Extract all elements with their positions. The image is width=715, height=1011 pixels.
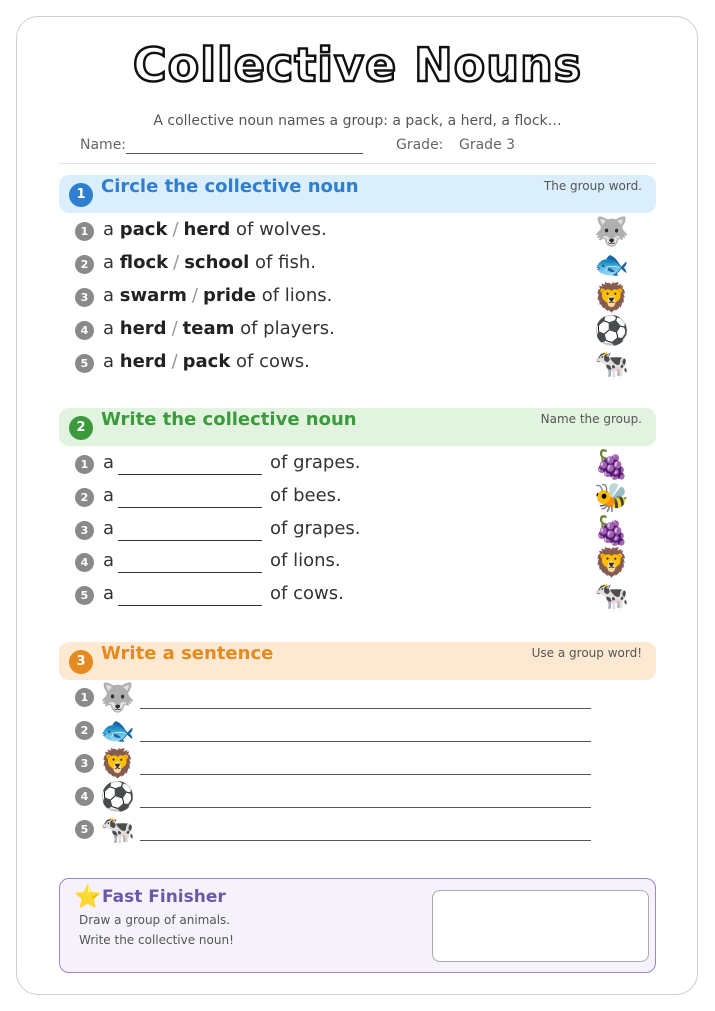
fast-finisher-title: Fast Finisher [102,887,226,907]
item-rest-text: of grapes. [270,452,361,473]
list-item [0,782,715,812]
name-field[interactable] [126,153,363,154]
soccer-ball-icon: ⚽ [594,314,629,347]
article-text: a [103,219,115,240]
choice-option-2[interactable]: team [182,318,235,339]
item-rest-text: of grapes. [270,518,361,539]
page-title: Collective Nouns [132,38,583,92]
wolf-icon: 🐺 [100,681,135,714]
item-number-badge: 1 [75,222,94,241]
article-text: a [103,583,115,604]
section-2-number: 2 [69,416,93,440]
list-item [0,716,715,746]
list-item [0,250,715,280]
name-label: Name: [80,137,127,153]
article-text: a [103,318,115,339]
item-sentence [103,351,310,372]
article-text: a [103,452,115,473]
cow-icon: 🐄 [594,579,629,612]
item-number-badge: 4 [75,787,94,806]
choice-option-1[interactable]: pack [119,219,168,240]
list-item [0,217,715,247]
option-separator: / [172,219,179,240]
list-item [0,483,715,513]
list-item [0,316,715,346]
choice-option-2[interactable]: pride [202,285,256,306]
cow-icon: 🐄 [100,813,135,846]
answer-blank[interactable] [118,605,262,606]
page-subtitle: A collective noun names a group: a pack, a herd, a flock… [153,113,562,129]
item-number-badge: 2 [75,721,94,740]
item-number-badge: 4 [75,321,94,340]
section-1-header [59,175,656,213]
fast-finisher-box [59,878,656,973]
item-rest-text: of cows. [270,583,344,604]
answer-blank[interactable] [118,540,262,541]
choice-option-1[interactable]: herd [119,351,167,372]
list-item [0,815,715,845]
section-1-title: Circle the collective noun [101,176,359,197]
item-number-badge: 5 [75,820,94,839]
item-rest-text: of cows. [236,351,310,372]
choice-option-2[interactable]: school [184,252,250,273]
option-separator: / [191,285,198,306]
item-number-badge: 5 [75,586,94,605]
article-text: a [103,485,115,506]
sentence-writing-line[interactable] [140,708,591,709]
item-number-badge: 3 [75,288,94,307]
cow-icon: 🐄 [594,347,629,380]
list-item [0,283,715,313]
grapes-icon: 🍇 [594,514,629,547]
choice-option-1[interactable]: swarm [119,285,187,306]
sentence-writing-line[interactable] [140,840,591,841]
fast-finisher-instruction-2: Write the collective noun! [79,933,234,947]
fish-icon: 🐟 [594,248,629,281]
fast-finisher-instruction-1: Draw a group of animals. [79,913,231,927]
section-1-hint: The group word. [543,179,642,193]
article-text: a [103,550,115,571]
soccer-ball-icon: ⚽ [100,780,135,813]
item-number-badge: 5 [75,354,94,373]
section-3-number: 3 [69,650,93,674]
section-3-header [59,642,656,680]
list-item [0,749,715,779]
item-sentence [103,285,332,306]
header-divider [59,163,656,164]
item-sentence [103,318,335,339]
article-text: a [103,351,115,372]
option-separator: / [171,318,178,339]
list-item [0,349,715,379]
list-item [0,683,715,713]
option-separator: / [171,351,178,372]
list-item [0,548,715,578]
answer-blank[interactable] [118,474,262,475]
star-icon: ⭐ [74,885,102,910]
fish-icon: 🐟 [100,714,135,747]
item-sentence [103,252,316,273]
section-3-title: Write a sentence [101,643,274,664]
choice-option-1[interactable]: herd [119,318,167,339]
item-sentence [103,219,327,240]
article-text: a [103,518,115,539]
list-item [0,450,715,480]
answer-blank[interactable] [118,507,262,508]
list-item [0,516,715,546]
option-separator: / [173,252,180,273]
item-number-badge: 2 [75,255,94,274]
section-1-number: 1 [69,183,93,207]
choice-option-2[interactable]: pack [182,351,231,372]
item-number-badge: 4 [75,553,94,572]
lion-icon: 🦁 [594,546,629,579]
grade-label: Grade: [396,137,444,153]
grade-value: Grade 3 [459,137,516,153]
sentence-writing-line[interactable] [140,807,591,808]
bee-icon: 🐝 [594,481,629,514]
item-number-badge: 1 [75,455,94,474]
lion-icon: 🦁 [100,747,135,780]
item-rest-text: of lions. [270,550,341,571]
list-item [0,581,715,611]
section-2-title: Write the collective noun [101,409,357,430]
choice-option-1[interactable]: flock [119,252,169,273]
sentence-writing-line[interactable] [140,774,591,775]
item-rest-text: of wolves. [236,219,327,240]
choice-option-2[interactable]: herd [183,219,231,240]
drawing-area[interactable] [432,890,649,962]
item-number-badge: 3 [75,521,94,540]
grapes-icon: 🍇 [594,448,629,481]
article-text: a [103,285,115,306]
item-rest-text: of players. [240,318,335,339]
answer-blank[interactable] [118,572,262,573]
item-rest-text: of lions. [261,285,333,306]
section-2-header [59,408,656,446]
item-rest-text: of fish. [255,252,316,273]
sentence-writing-line[interactable] [140,741,591,742]
item-number-badge: 2 [75,488,94,507]
item-number-badge: 3 [75,754,94,773]
item-number-badge: 1 [75,688,94,707]
wolf-icon: 🐺 [594,215,629,248]
section-2-hint: Name the group. [540,412,642,426]
lion-icon: 🦁 [594,281,629,314]
item-rest-text: of bees. [270,485,342,506]
article-text: a [103,252,115,273]
section-3-hint: Use a group word! [531,646,642,660]
